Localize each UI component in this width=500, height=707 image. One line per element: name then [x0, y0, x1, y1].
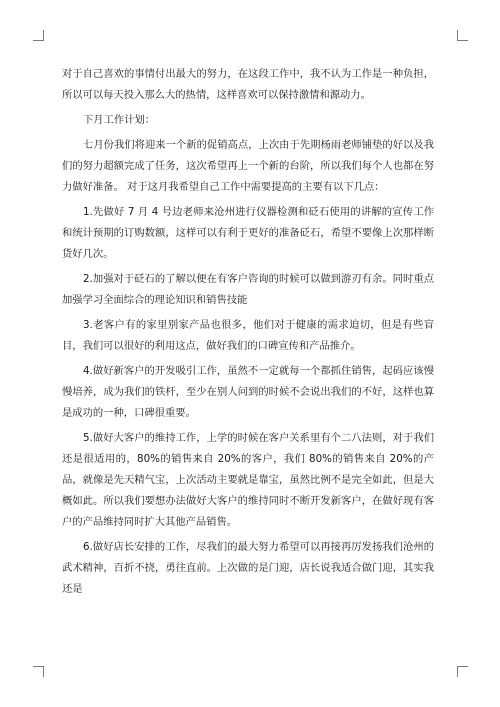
- crop-mark-top-left: [33, 30, 44, 41]
- list-item-6: 6.做好店长安排的工作，尽我们的最大努力希望可以再接再厉发扬我们沧州的武术精神，百折不挠，勇往直前。上次做的是门迎，店长说我适合做门迎，其实我还是: [62, 541, 434, 595]
- crop-mark-top-right: [457, 30, 468, 41]
- list-item-3: 3.老客户有的家里别家产品也很多，他们对于健康的需求迫切，但是有些盲目，我们可以很好的利用这点，做好我们的口碑宣传和产品推介。: [62, 319, 434, 352]
- list-item-4: 4.做好新客户的开发吸引工作，虽然不一定就每一个都抓住销售，起码应该慢慢培养，成为我们的铁杆，至少在别人问到的时候不会说出我们的不好，这样也算是成功的一种，口碑很重要。: [62, 365, 434, 419]
- section-heading-next-month-plan: 下月工作计划：: [83, 114, 156, 126]
- list-item-5: 5.做好大客户的维持工作，上学的时候在客户关系里有个二八法则，对于我们还是很适用的，80%的销售来自 20%的客户，我们 80%的销售来自 20%的产品，就像是先天精气宝，上次活动主要就是靠宝，虽然比例不是完全如此，但是大概如此。所以我们要想办法做好大客户的维持同时不断开发新客户，在做好现有客户的产品维持同时扩大其他产品销售。: [62, 432, 434, 528]
- crop-mark-bottom-left: [33, 666, 44, 677]
- crop-mark-bottom-right: [457, 666, 468, 677]
- list-item-1: 1.先做好 7 月 4 号边老师来沧州进行仪器检测和砭石使用的讲解的宣传工作和统计预期的订购数额，这样可以有利于更好的准备砭石，希望不要像上次那样断货好几次。: [62, 206, 434, 260]
- list-item-2: 2.加强对于砭石的了解以便在有客户咨询的时候可以做到游刃有余。同时重点加强学习全面综合的理论知识和销售技能: [62, 273, 434, 306]
- document-body: [62, 64, 434, 604]
- paragraph-intro: 对于自己喜欢的事情付出最大的努力，在这段工作中，我不认为工作是一种负担，所以可以每天投入那么大的热情，这样喜欢可以保持激情和源动力。: [62, 68, 434, 101]
- paragraph-july-promotion: 七月份我们将迎来一个新的促销高点，上次由于先期杨雨老师铺垫的好以及我们的努力超额完成了任务，这次希望再上一个新的台阶，所以我们每个人也都在努力做好准备。 对于这月我希望自己工作中需要提高的主要有以下几点：: [62, 139, 434, 193]
